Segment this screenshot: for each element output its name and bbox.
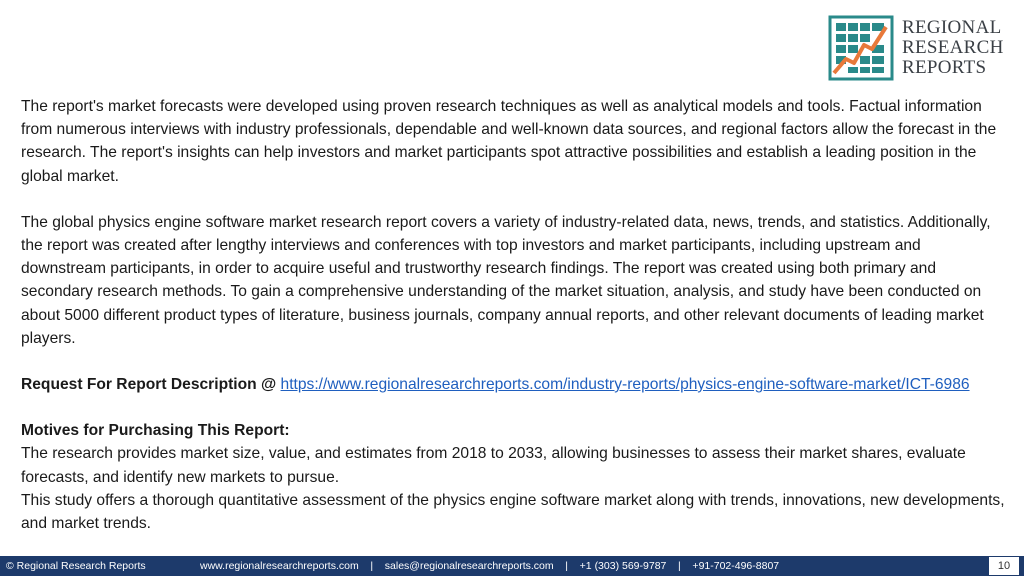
logo-line-3: REPORTS bbox=[902, 57, 987, 78]
motive-item-1: The research provides market size, value, and estimates from 2018 to 2033, allowing businesses to assess their market shares, evaluate forecasts, and identify new markets to pursue. bbox=[21, 445, 966, 486]
paragraph-report-overview: The global physics engine software market research report covers a variety of industry-related data, news, trends, and statistics. Additionally, the report was created after lengthy interviews and conferences with top investors and market participants, including upstream and downstream participants, in order to acquire useful and trustworthy research findings. The report was created using both primary and secondary research methods. To gain a comprehensive understanding of the market situation, analysis, and study have been conducted on about 5000 different product types of literature, business journals, company annual reports, and other relevant documents of leading market players. bbox=[21, 213, 991, 347]
spacer bbox=[21, 350, 1006, 373]
footer-copyright: © Regional Research Reports bbox=[6, 560, 146, 572]
spacer bbox=[21, 188, 1006, 211]
footer-bar bbox=[0, 556, 1024, 576]
logo-wordmark bbox=[902, 18, 1004, 78]
report-link[interactable]: https://www.regionalresearchreports.com/industry-reports/physics-engine-software-market/ICT-6986 bbox=[280, 376, 970, 394]
spacer bbox=[21, 396, 1006, 419]
request-label: Request For Report Description @ bbox=[21, 376, 277, 394]
footer-contact: www.regionalresearchreports.com | sales@regionalresearchreports.com | +1 (303) 569-9787 | +91-702-496-8807 bbox=[200, 560, 780, 572]
logo-line-2: RESEARCH bbox=[902, 37, 1004, 58]
main-content bbox=[21, 95, 1006, 535]
logo-chart-icon bbox=[828, 15, 894, 81]
logo-line-1: REGIONAL bbox=[902, 17, 1002, 38]
request-description bbox=[21, 373, 1006, 396]
brand-logo bbox=[828, 12, 1018, 84]
paragraph-forecast: The report's market forecasts were developed using proven research techniques as well as analytical models and tools. Factual information from numerous interviews with industry professionals, dependable and well-known data sources, and regional factors allow the forecast in the research. The report's insights can help investors and market participants spot attractive possibilities and establish a leading position in the global market. bbox=[21, 98, 997, 185]
page-number: 10 bbox=[989, 557, 1019, 575]
motive-item-2: This study offers a thorough quantitative assessment of the physics engine software market along with trends, innovations, new developments, and market trends. bbox=[21, 491, 1005, 533]
motives-heading: Motives for Purchasing This Report: bbox=[21, 422, 290, 440]
